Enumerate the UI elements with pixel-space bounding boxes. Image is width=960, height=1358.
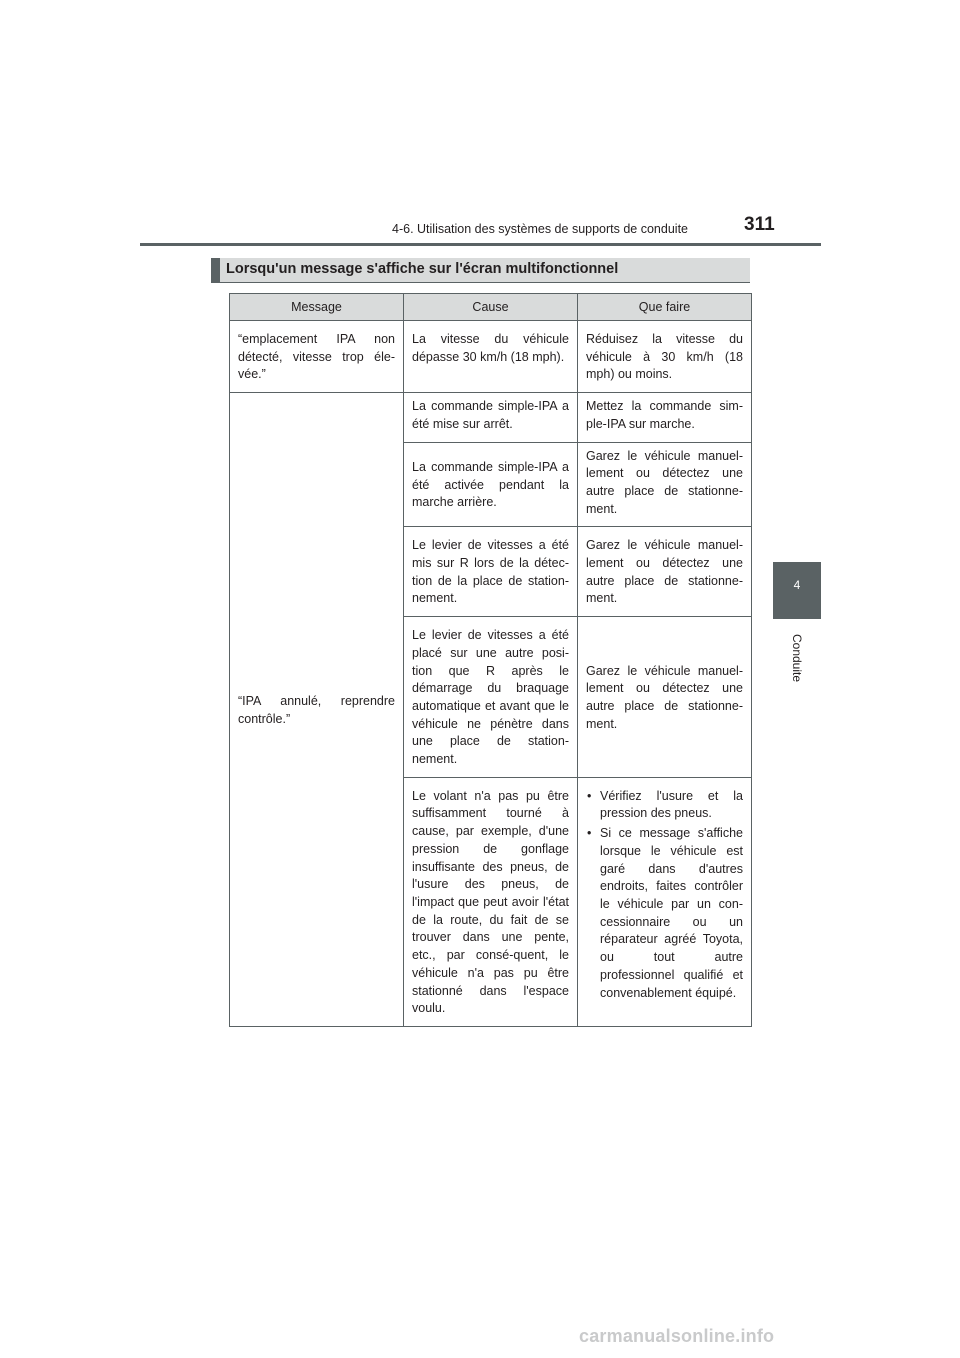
col-header-cause: Cause [404,294,578,321]
watermark-text: carmanualsonline.info [579,1326,775,1346]
action-cell [578,777,752,1026]
message-cell: “IPA annulé, reprendre contrôle.” [230,393,404,1027]
action-cell: Garez le véhicule manuel-lement ou détectez une autre place de stationne-ment. [578,442,752,527]
page-number: 311 [744,214,775,235]
message-cell: “emplacement IPA non détecté, vitesse trop éle-vée.” [230,321,404,393]
table-row [230,321,752,393]
action-cell: Réduisez la vitesse du véhicule à 30 km/h (18 mph) ou moins. [578,321,752,393]
action-cell: Mettez la commande sim-ple-IPA sur marche. [578,393,752,442]
section-heading-accent [211,258,220,282]
chapter-tab-number: 4 [793,578,801,592]
action-cell: Garez le véhicule manuel-lement ou détectez une autre place de stationne-ment. [578,617,752,778]
section-heading [211,258,750,283]
table-header-row [230,294,752,321]
chapter-title: 4-6. Utilisation des systèmes de supports de conduite [392,222,688,236]
action-bullet-list [586,788,743,1002]
cause-cell: La vitesse du véhicule dépasse 30 km/h (18 mph). [404,321,578,393]
cause-cell: La commande simple-IPA a été mise sur arrêt. [404,393,578,442]
cause-cell: La commande simple-IPA a été activée pendant la marche arrière. [404,442,578,527]
col-header-message: Message [230,294,404,321]
chapter-tab-label-text: Conduite [790,633,804,683]
table-row [230,393,752,442]
col-header-action: Que faire [578,294,752,321]
chapter-tab-label [782,628,812,688]
section-title: Lorsqu'un message s'affiche sur l'écran multifonctionnel [226,261,619,277]
chapter-tab [773,562,821,619]
header-rule [140,243,821,246]
action-bullet: • Si ce message s'affiche lorsque le véhicule est garé dans d'autres endroits, faites contrôler le véhicule par un con-cessionnaire ou un réparateur agréé Toyota, ou tout autre professionnel qualifié et convenablement équipé. [586,825,743,1002]
action-bullet: • Vérifiez l'usure et la pression des pneus. [586,788,743,823]
action-cell: Garez le véhicule manuel-lement ou détectez une autre place de stationne-ment. [578,527,752,617]
cause-cell: Le levier de vitesses a été mis sur R lors de la détec-tion de la place de station-nement. [404,527,578,617]
cause-cell: Le volant n'a pas pu être suffisamment tourné à cause, par exemple, d'une pression de gonflage insuffisante des pneus, de l'usure des pneus, de l'impact que peut avoir l'état de la route, du fait de se trouver dans une pente, etc., par consé-quent, le véhicule n'a pas pu être stationné dans l'espace voulu. [404,777,578,1026]
cause-cell: Le levier de vitesses a été placé sur une autre posi-tion que R après le démarrage du braquage automatique et avant que le véhicule ne pénètre dans une place de station-nement. [404,617,578,778]
message-table [229,293,752,1027]
